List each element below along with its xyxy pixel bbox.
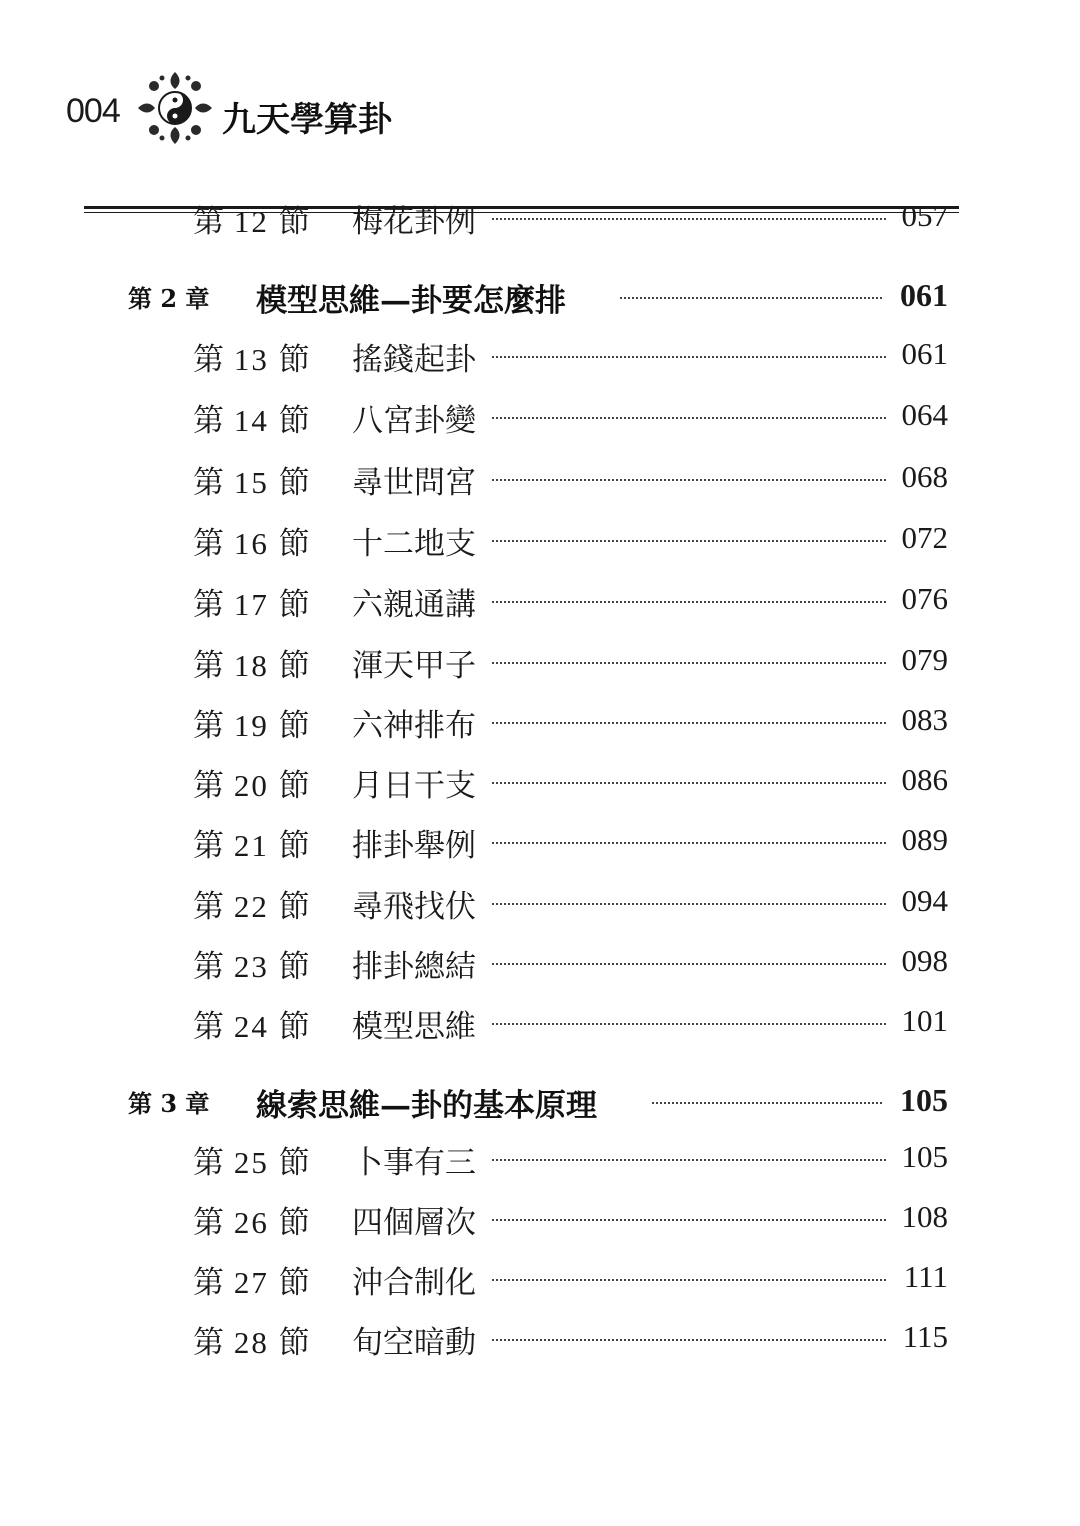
toc-section-row bbox=[0, 457, 1080, 507]
label-number: 15 bbox=[233, 465, 269, 500]
chapter-title: 模型思維—卦要怎麼排 bbox=[256, 283, 566, 319]
dot-leader bbox=[652, 1102, 882, 1104]
label-number: 22 bbox=[233, 889, 269, 924]
label-suffix: 節 bbox=[278, 1205, 310, 1241]
label-suffix: 節 bbox=[278, 949, 310, 985]
label-prefix: 第 bbox=[193, 949, 224, 985]
toc-section-row bbox=[0, 700, 1080, 750]
page-reference: 101 bbox=[901, 1003, 948, 1038]
section-title: 沖合制化 bbox=[352, 1265, 476, 1301]
label-prefix: 第 bbox=[193, 708, 224, 744]
dot-leader bbox=[492, 963, 886, 965]
section-number-label bbox=[193, 640, 310, 685]
label-prefix: 第 bbox=[193, 526, 224, 562]
label-number: 16 bbox=[233, 526, 269, 561]
label-prefix: 第 bbox=[193, 403, 224, 439]
toc-section-row bbox=[0, 1197, 1080, 1247]
page-reference: 072 bbox=[901, 520, 948, 555]
taiji-flower-emblem-icon bbox=[136, 70, 214, 146]
label-suffix: 節 bbox=[278, 828, 310, 864]
toc-section-row bbox=[0, 196, 1080, 246]
section-number-label bbox=[193, 395, 310, 440]
section-title: 渾天甲子 bbox=[352, 648, 476, 684]
section-number-label bbox=[193, 1257, 310, 1302]
toc-chapter-row bbox=[0, 275, 1080, 325]
label-suffix: 節 bbox=[278, 403, 310, 439]
dot-leader bbox=[492, 1339, 886, 1341]
label-number: 21 bbox=[233, 828, 269, 863]
page-reference: 061 bbox=[901, 336, 948, 371]
label-suffix: 節 bbox=[278, 204, 310, 240]
section-title: 六神排布 bbox=[352, 708, 476, 744]
dot-leader bbox=[492, 1023, 886, 1025]
label-prefix: 第 bbox=[193, 768, 224, 804]
label-prefix: 第 bbox=[193, 1325, 224, 1361]
section-number-label bbox=[193, 1197, 310, 1242]
toc-section-row bbox=[0, 881, 1080, 931]
toc-section-row bbox=[0, 1317, 1080, 1367]
label-prefix: 第 bbox=[193, 1145, 224, 1181]
page-number: 004 bbox=[66, 92, 120, 130]
running-header bbox=[66, 70, 966, 150]
section-number-label bbox=[193, 1001, 310, 1046]
page-reference: 115 bbox=[902, 1319, 948, 1354]
section-number-label bbox=[193, 334, 310, 379]
label-number: 25 bbox=[233, 1145, 269, 1180]
label-prefix: 第 bbox=[128, 284, 152, 313]
label-suffix: 節 bbox=[278, 1145, 310, 1181]
section-title: 六親通講 bbox=[352, 587, 476, 623]
label-suffix: 節 bbox=[278, 465, 310, 501]
section-number-label bbox=[193, 579, 310, 624]
dot-leader bbox=[492, 479, 886, 481]
label-prefix: 第 bbox=[193, 465, 224, 501]
toc-section-row bbox=[0, 334, 1080, 384]
label-number: 27 bbox=[233, 1265, 269, 1300]
toc-section-row bbox=[0, 1001, 1080, 1051]
page-reference: 108 bbox=[901, 1199, 948, 1234]
section-number-label bbox=[193, 760, 310, 805]
dot-leader bbox=[492, 842, 886, 844]
section-number-label bbox=[193, 941, 310, 986]
label-number: 19 bbox=[233, 708, 269, 743]
dot-leader bbox=[492, 1219, 886, 1221]
dot-leader bbox=[492, 722, 886, 724]
section-title: 搖錢起卦 bbox=[352, 342, 476, 378]
dot-leader bbox=[492, 417, 886, 419]
dot-leader bbox=[492, 903, 886, 905]
toc-section-row bbox=[0, 518, 1080, 568]
section-number-label bbox=[193, 820, 310, 865]
label-number: 2 bbox=[160, 284, 178, 313]
page-reference: 064 bbox=[901, 397, 948, 432]
label-suffix: 節 bbox=[278, 648, 310, 684]
dot-leader bbox=[492, 662, 886, 664]
label-prefix: 第 bbox=[193, 1009, 224, 1045]
label-prefix: 第 bbox=[193, 342, 224, 378]
label-suffix: 節 bbox=[278, 1265, 310, 1301]
label-number: 12 bbox=[233, 204, 269, 239]
label-suffix: 節 bbox=[278, 587, 310, 623]
section-title: 排卦總結 bbox=[352, 949, 476, 985]
label-suffix: 節 bbox=[278, 768, 310, 804]
label-number: 3 bbox=[160, 1089, 178, 1118]
label-prefix: 第 bbox=[193, 889, 224, 925]
section-title: 八宮卦變 bbox=[352, 403, 476, 439]
section-title: 月日干支 bbox=[352, 768, 476, 804]
section-title: 梅花卦例 bbox=[352, 204, 476, 240]
page-reference: 068 bbox=[901, 459, 948, 494]
toc-section-row bbox=[0, 1137, 1080, 1187]
section-number-label bbox=[193, 457, 310, 502]
section-number-label bbox=[193, 518, 310, 563]
section-title: 尋飛找伏 bbox=[352, 889, 476, 925]
page-reference: 094 bbox=[901, 883, 948, 918]
label-suffix: 節 bbox=[278, 342, 310, 378]
dot-leader bbox=[492, 1279, 886, 1281]
section-title: 十二地支 bbox=[352, 526, 476, 562]
dot-leader bbox=[492, 356, 886, 358]
page-reference: 105 bbox=[901, 1139, 948, 1174]
toc-section-row bbox=[0, 820, 1080, 870]
chapter-number-label bbox=[128, 279, 209, 314]
dot-leader bbox=[492, 540, 886, 542]
chapter-number-label bbox=[128, 1084, 209, 1119]
toc-section-row bbox=[0, 941, 1080, 991]
page-reference: 057 bbox=[901, 198, 948, 233]
page-reference: 061 bbox=[900, 277, 948, 313]
label-number: 20 bbox=[233, 768, 269, 803]
dot-leader bbox=[492, 218, 886, 220]
dot-leader bbox=[620, 297, 882, 299]
label-prefix: 第 bbox=[193, 204, 224, 240]
section-title: 模型思維 bbox=[352, 1009, 476, 1045]
page-reference: 105 bbox=[900, 1082, 948, 1118]
section-number-label bbox=[193, 196, 310, 241]
label-prefix: 第 bbox=[193, 1265, 224, 1301]
label-number: 26 bbox=[233, 1205, 269, 1240]
page-reference: 111 bbox=[903, 1259, 948, 1294]
page-reference: 079 bbox=[901, 642, 948, 677]
label-prefix: 第 bbox=[193, 587, 224, 623]
label-suffix: 節 bbox=[278, 526, 310, 562]
label-suffix: 節 bbox=[278, 1009, 310, 1045]
dot-leader bbox=[492, 1159, 886, 1161]
dot-leader bbox=[492, 601, 886, 603]
section-number-label bbox=[193, 1137, 310, 1182]
chapter-title: 線索思維—卦的基本原理 bbox=[256, 1088, 597, 1124]
label-suffix: 章 bbox=[185, 284, 210, 313]
label-number: 18 bbox=[233, 648, 269, 683]
book-title: 九天學算卦 bbox=[222, 100, 392, 140]
label-suffix: 節 bbox=[278, 889, 310, 925]
label-number: 24 bbox=[233, 1009, 269, 1044]
toc-section-row bbox=[0, 395, 1080, 445]
label-number: 28 bbox=[233, 1325, 269, 1360]
toc-section-row bbox=[0, 1257, 1080, 1307]
page-reference: 083 bbox=[901, 702, 948, 737]
section-title: 尋世問宮 bbox=[352, 465, 476, 501]
label-prefix: 第 bbox=[193, 1205, 224, 1241]
toc-section-row bbox=[0, 640, 1080, 690]
section-title: 排卦舉例 bbox=[352, 828, 476, 864]
label-prefix: 第 bbox=[128, 1089, 152, 1118]
label-number: 23 bbox=[233, 949, 269, 984]
toc-section-row bbox=[0, 579, 1080, 629]
section-title: 四個層次 bbox=[352, 1205, 476, 1241]
section-number-label bbox=[193, 881, 310, 926]
section-number-label bbox=[193, 1317, 310, 1362]
label-suffix: 節 bbox=[278, 708, 310, 744]
dot-leader bbox=[492, 782, 886, 784]
section-title: 卜事有三 bbox=[352, 1145, 476, 1181]
label-prefix: 第 bbox=[193, 828, 224, 864]
page-reference: 076 bbox=[901, 581, 948, 616]
label-number: 13 bbox=[233, 342, 269, 377]
page-reference: 089 bbox=[901, 822, 948, 857]
page-reference: 098 bbox=[901, 943, 948, 978]
section-number-label bbox=[193, 700, 310, 745]
label-number: 17 bbox=[233, 587, 269, 622]
label-suffix: 章 bbox=[185, 1089, 210, 1118]
label-suffix: 節 bbox=[278, 1325, 310, 1361]
label-prefix: 第 bbox=[193, 648, 224, 684]
page-reference: 086 bbox=[901, 762, 948, 797]
label-number: 14 bbox=[233, 403, 269, 438]
toc-chapter-row bbox=[0, 1080, 1080, 1130]
section-title: 旬空暗動 bbox=[352, 1325, 476, 1361]
toc-section-row bbox=[0, 760, 1080, 810]
